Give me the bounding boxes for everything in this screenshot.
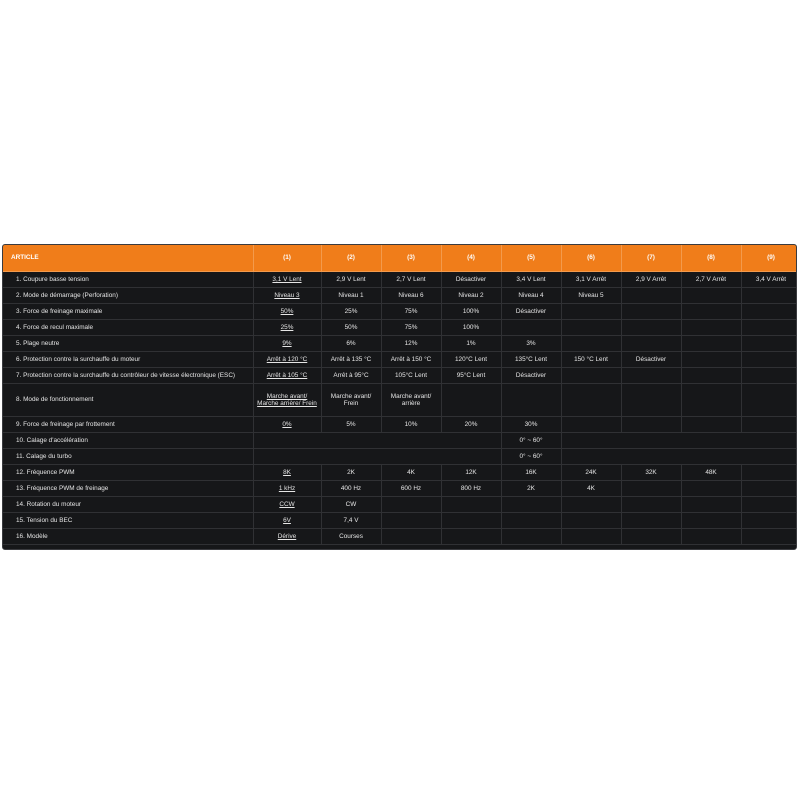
row-label: 7. Protection contre la surchauffe du contrôleur de vitesse électronique (ESC): [3, 368, 253, 384]
row-label: 6. Protection contre la surchauffe du moteur: [3, 352, 253, 368]
table-cell-empty: [253, 433, 501, 449]
table-cell: CW: [321, 497, 381, 513]
table-cell: [741, 304, 797, 320]
table-cell-default: Dérive: [253, 529, 321, 545]
table-cell: [501, 320, 561, 336]
table-cell: 120°C Lent: [441, 352, 501, 368]
table-cell: [741, 481, 797, 497]
table-cell: [741, 529, 797, 545]
table-cell: 105°C Lent: [381, 368, 441, 384]
table-row: [3, 529, 797, 545]
table-cell: 20%: [441, 417, 501, 433]
table-cell: [741, 288, 797, 304]
table-cell: Désactiver: [621, 352, 681, 368]
table-row: [3, 352, 797, 368]
table-cell: 2K: [321, 465, 381, 481]
table-row: [3, 272, 797, 288]
table-cell: [741, 368, 797, 384]
table-cell: 3%: [501, 336, 561, 352]
table-cell: Niveau 5: [561, 288, 621, 304]
table-cell: 24K: [561, 465, 621, 481]
header-option-6: (6): [561, 245, 621, 272]
table-cell: 2,7 V Lent: [381, 272, 441, 288]
table-cell: 135°C Lent: [501, 352, 561, 368]
table-cell: [441, 529, 501, 545]
table-cell: [621, 417, 681, 433]
header-option-7: (7): [621, 245, 681, 272]
row-label: 12. Fréquence PWM: [3, 465, 253, 481]
table-cell-default: 3,1 V Lent: [253, 272, 321, 288]
table-cell: [621, 288, 681, 304]
table-cell: [681, 497, 741, 513]
table-cell-default: Arrêt à 105 °C: [253, 368, 321, 384]
table-cell: 75%: [381, 304, 441, 320]
header-option-3: (3): [381, 245, 441, 272]
table-cell: 3,4 V Arrêt: [741, 272, 797, 288]
table-cell: 12K: [441, 465, 501, 481]
table-cell-default: CCW: [253, 497, 321, 513]
header-option-9: (9): [741, 245, 797, 272]
table-cell: 2,7 V Arrêt: [681, 272, 741, 288]
row-label: 4. Force de recul maximale: [3, 320, 253, 336]
table-row: [3, 513, 797, 529]
table-cell: [561, 529, 621, 545]
table-cell-default: 8K: [253, 465, 321, 481]
table-cell: [681, 368, 741, 384]
table-cell: [681, 529, 741, 545]
table-cell: [681, 352, 741, 368]
table-row: [3, 384, 797, 417]
table-cell: [381, 513, 441, 529]
table-cell: [741, 384, 797, 417]
table-row: [3, 449, 797, 465]
row-label: 13. Fréquence PWM de freinage: [3, 481, 253, 497]
table-cell: [561, 368, 621, 384]
esc-settings-table: [3, 245, 797, 545]
table-cell: Niveau 4: [501, 288, 561, 304]
settings-table-panel: [2, 244, 797, 550]
table-row: [3, 288, 797, 304]
table-cell: [501, 513, 561, 529]
table-cell: [441, 513, 501, 529]
table-cell: [741, 497, 797, 513]
table-cell-default: 50%: [253, 304, 321, 320]
row-label: 8. Mode de fonctionnement: [3, 384, 253, 417]
row-label: 1. Coupure basse tension: [3, 272, 253, 288]
table-cell: 3,4 V Lent: [501, 272, 561, 288]
table-cell: [741, 336, 797, 352]
table-cell: Niveau 2: [441, 288, 501, 304]
table-cell-empty: [561, 433, 797, 449]
table-cell-default: 0%: [253, 417, 321, 433]
table-cell-default: 1 kHz: [253, 481, 321, 497]
header-option-8: (8): [681, 245, 741, 272]
table-cell: [621, 529, 681, 545]
table-cell: 25%: [321, 304, 381, 320]
row-label: 15. Tension du BEC: [3, 513, 253, 529]
table-cell: Niveau 1: [321, 288, 381, 304]
table-cell: Désactiver: [441, 272, 501, 288]
table-cell: [441, 384, 501, 417]
table-cell: Désactiver: [501, 368, 561, 384]
table-cell: [501, 529, 561, 545]
table-cell: [621, 368, 681, 384]
table-cell: 3,1 V Arrêt: [561, 272, 621, 288]
table-cell: 600 Hz: [381, 481, 441, 497]
table-cell: 16K: [501, 465, 561, 481]
header-option-2: (2): [321, 245, 381, 272]
table-cell: 2K: [501, 481, 561, 497]
table-cell: [561, 497, 621, 513]
table-cell: [741, 320, 797, 336]
table-cell: [621, 481, 681, 497]
table-cell: [621, 513, 681, 529]
table-cell: Désactiver: [501, 304, 561, 320]
table-cell-empty: [253, 449, 501, 465]
table-cell: 6%: [321, 336, 381, 352]
row-label: 9. Force de freinage par frottement: [3, 417, 253, 433]
table-cell: [681, 384, 741, 417]
table-cell: [741, 513, 797, 529]
table-cell: [681, 288, 741, 304]
table-cell: [681, 481, 741, 497]
header-article: ARTICLE: [3, 245, 253, 272]
table-cell: [561, 336, 621, 352]
table-cell: Marche avant/ Frein: [321, 384, 381, 417]
table-cell: Arrêt à 150 °C: [381, 352, 441, 368]
table-cell: [621, 304, 681, 320]
row-label: 2. Mode de démarrage (Perforation): [3, 288, 253, 304]
table-cell: [381, 497, 441, 513]
table-cell: 100%: [441, 320, 501, 336]
table-cell: 2,9 V Arrêt: [621, 272, 681, 288]
table-row: [3, 304, 797, 320]
table-cell: [621, 320, 681, 336]
table-cell: [561, 320, 621, 336]
table-cell: 1%: [441, 336, 501, 352]
header-option-5: (5): [501, 245, 561, 272]
table-cell: 48K: [681, 465, 741, 481]
table-cell: Marche avant/ arrière: [381, 384, 441, 417]
table-cell: 2,9 V Lent: [321, 272, 381, 288]
table-cell: 7,4 V: [321, 513, 381, 529]
table-cell: 4K: [381, 465, 441, 481]
table-cell: 50%: [321, 320, 381, 336]
row-label: 10. Calage d'accélération: [3, 433, 253, 449]
table-header-row: [3, 245, 797, 272]
table-cell: 4K: [561, 481, 621, 497]
table-cell: 10%: [381, 417, 441, 433]
table-cell: 800 Hz: [441, 481, 501, 497]
table-cell: 400 Hz: [321, 481, 381, 497]
table-row: [3, 433, 797, 449]
table-cell: 12%: [381, 336, 441, 352]
header-option-4: (4): [441, 245, 501, 272]
table-cell: [381, 529, 441, 545]
table-cell: [501, 384, 561, 417]
table-cell: [681, 336, 741, 352]
table-cell: 95°C Lent: [441, 368, 501, 384]
table-cell-range: 0° ~ 60°: [501, 433, 561, 449]
table-cell: [741, 417, 797, 433]
table-cell: Niveau 6: [381, 288, 441, 304]
table-cell: Arrêt à 95°C: [321, 368, 381, 384]
table-cell: [561, 304, 621, 320]
table-cell-default: Marche avant/ Marche arrière/ Frein: [253, 384, 321, 417]
table-row: [3, 320, 797, 336]
table-cell-default: 9%: [253, 336, 321, 352]
table-cell-default: 6V: [253, 513, 321, 529]
table-cell: [441, 497, 501, 513]
table-row: [3, 417, 797, 433]
table-cell: [561, 417, 621, 433]
table-body: [3, 272, 797, 545]
table-cell: Courses: [321, 529, 381, 545]
table-row: [3, 368, 797, 384]
table-cell: [681, 320, 741, 336]
table-cell: 5%: [321, 417, 381, 433]
header-option-1: (1): [253, 245, 321, 272]
table-row: [3, 497, 797, 513]
table-cell: 100%: [441, 304, 501, 320]
row-label: 5. Plage neutre: [3, 336, 253, 352]
table-row: [3, 481, 797, 497]
table-cell: [681, 417, 741, 433]
table-cell: [621, 497, 681, 513]
table-cell: [681, 304, 741, 320]
table-cell: [741, 352, 797, 368]
table-row: [3, 465, 797, 481]
table-cell: [501, 497, 561, 513]
table-cell: 150 °C Lent: [561, 352, 621, 368]
table-cell: 30%: [501, 417, 561, 433]
table-cell: Arrêt à 135 °C: [321, 352, 381, 368]
table-cell-default: 25%: [253, 320, 321, 336]
table-cell: [621, 384, 681, 417]
table-cell: [741, 465, 797, 481]
table-cell: [561, 513, 621, 529]
row-label: 14. Rotation du moteur: [3, 497, 253, 513]
table-cell: [681, 513, 741, 529]
table-cell-empty: [561, 449, 797, 465]
row-label: 16. Modèle: [3, 529, 253, 545]
table-cell: [561, 384, 621, 417]
table-cell: 75%: [381, 320, 441, 336]
table-row: [3, 336, 797, 352]
table-cell-range: 0° ~ 60°: [501, 449, 561, 465]
row-label: 3. Force de freinage maximale: [3, 304, 253, 320]
table-cell-default: Arrêt à 120 °C: [253, 352, 321, 368]
table-cell: 32K: [621, 465, 681, 481]
table-cell: [621, 336, 681, 352]
row-label: 11. Calage du turbo: [3, 449, 253, 465]
table-cell-default: Niveau 3: [253, 288, 321, 304]
